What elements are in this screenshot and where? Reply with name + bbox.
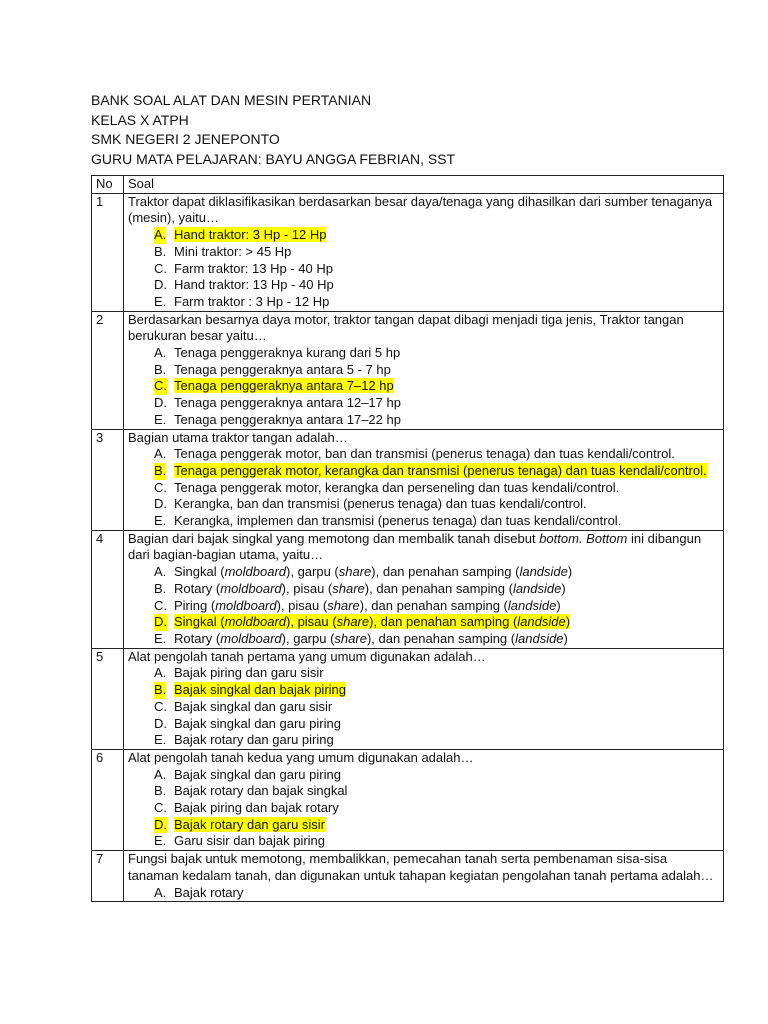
answer-option — [154, 598, 719, 615]
option-text: Farm traktor : 3 Hp - 12 Hp — [174, 293, 330, 309]
correct-answer-text: Singkal (moldboard), pisau (share), dan penahan samping (landside) — [174, 614, 571, 630]
question-cell — [124, 530, 724, 648]
option-letter: B. — [154, 361, 167, 377]
document-header — [91, 91, 455, 169]
question-text: Alat pengolah tanah kedua yang umum digunakan adalah… — [128, 749, 474, 765]
option-text: Kerangka, ban dan transmisi (penerus tenaga) dan tuas kendali/control. — [174, 496, 587, 512]
answer-option — [154, 227, 719, 244]
answer-option — [154, 345, 719, 362]
question-number: 5 — [92, 648, 124, 749]
answer-option — [154, 783, 719, 800]
option-text: Piring (moldboard), pisau (share), dan penahan samping (landside) — [174, 597, 561, 613]
question-number: 6 — [92, 749, 124, 850]
option-letter: B. — [154, 682, 167, 698]
option-letter: D. — [154, 395, 167, 411]
answer-options — [128, 227, 719, 311]
option-text: Tenaga penggeraknya antara 17–22 hp — [174, 411, 401, 427]
option-text: Tenaga penggeraknya antara 12–17 hp — [174, 395, 401, 411]
answer-option — [154, 800, 719, 817]
answer-option — [154, 496, 719, 513]
option-text: Mini traktor: > 45 Hp — [174, 243, 292, 259]
option-letter: E. — [154, 411, 167, 427]
answer-option — [154, 581, 719, 598]
option-text: Tenaga penggeraknya antara 5 - 7 hp — [174, 361, 391, 377]
correct-answer-text: Tenaga penggerak motor, kerangka dan transmisi (penerus tenaga) dan tuas kendali/control. — [174, 462, 707, 478]
option-text: Kerangka, implemen dan transmisi (penerus tenaga) dan tuas kendali/control. — [174, 513, 622, 529]
question-text: Bagian dari bajak singkal yang memotong dan membalik tanah disebut bottom. Bottom ini dibangun dari bagian-bagian utama, yaitu… — [128, 530, 702, 563]
table-row — [92, 648, 724, 749]
option-text: Tenaga penggeraknya kurang dari 5 hp — [174, 345, 401, 361]
option-letter: A. — [154, 446, 167, 462]
question-text: Berdasarkan besarnya daya motor, traktor tangan dapat dibagi menjadi tiga jenis, Traktor tangan berukuran besar yaitu… — [128, 311, 684, 344]
answer-option — [154, 833, 719, 850]
answer-option — [154, 395, 719, 412]
option-text: Bajak singkal dan garu sisir — [174, 698, 333, 714]
option-letter: E. — [154, 630, 167, 646]
option-text: Bajak singkal dan garu piring — [174, 715, 341, 731]
option-letter: A. — [154, 227, 167, 243]
option-letter: D. — [154, 816, 167, 832]
answer-option — [154, 412, 719, 429]
question-number: 1 — [92, 193, 124, 311]
question-cell — [124, 749, 724, 850]
option-letter: A. — [154, 665, 167, 681]
answer-option — [154, 446, 719, 463]
header-school: SMK NEGERI 2 JENEPONTO — [91, 131, 280, 147]
answer-option — [154, 699, 719, 716]
option-letter: C. — [154, 378, 167, 394]
answer-option — [154, 261, 719, 278]
table-row — [92, 749, 724, 850]
question-number: 3 — [92, 429, 124, 530]
answer-option — [154, 294, 719, 311]
question-number: 2 — [92, 311, 124, 429]
answer-option — [154, 817, 719, 834]
option-letter: E. — [154, 513, 167, 529]
option-letter: A. — [154, 884, 167, 900]
option-letter: E. — [154, 732, 167, 748]
answer-option — [154, 513, 719, 530]
option-text: Tenaga penggerak motor, kerangka dan perseneling dan tuas kendali/control. — [174, 479, 620, 495]
table-row — [92, 193, 724, 311]
answer-option — [154, 716, 719, 733]
answer-options — [128, 345, 719, 429]
answer-option — [154, 277, 719, 294]
option-letter: D. — [154, 277, 167, 293]
option-text: Bajak rotary — [174, 884, 244, 900]
option-letter: C. — [154, 698, 167, 714]
option-letter: E. — [154, 293, 167, 309]
table-row — [92, 311, 724, 429]
question-cell — [124, 193, 724, 311]
question-text: Alat pengolah tanah pertama yang umum digunakan adalah… — [128, 648, 486, 664]
option-text: Bajak piring dan garu sisir — [174, 665, 324, 681]
answer-option — [154, 885, 719, 902]
option-letter: B. — [154, 243, 167, 259]
answer-option — [154, 463, 719, 480]
answer-option — [154, 732, 719, 749]
answer-options — [128, 665, 719, 749]
header-teacher: GURU MATA PELAJARAN: BAYU ANGGA FEBRIAN, SST — [91, 150, 456, 167]
option-letter: D. — [154, 496, 167, 512]
answer-option — [154, 682, 719, 699]
question-cell — [124, 648, 724, 749]
option-text: Hand traktor: 13 Hp - 40 Hp — [174, 277, 334, 293]
table-row — [92, 851, 724, 902]
option-text: Garu sisir dan bajak piring — [174, 833, 326, 849]
answer-options — [128, 564, 719, 648]
column-header-no: No — [92, 176, 124, 194]
question-text: Bagian utama traktor tangan adalah… — [128, 429, 348, 445]
correct-answer-text: Hand traktor: 3 Hp - 12 Hp — [174, 227, 327, 243]
answer-option — [154, 767, 719, 784]
option-letter: E. — [154, 833, 167, 849]
option-text: Rotary (moldboard), garpu (share), dan penahan samping (landside) — [174, 630, 568, 646]
question-text: Fungsi bajak untuk memotong, membalikkan, pemecahan tanah serta pembenaman sisa-sisa tanaman kedalam tanah, dan digunakan untuk tahapan kegiatan pengolahan tanah pertama adalah… — [128, 851, 714, 883]
answer-option — [154, 631, 719, 648]
option-letter: B. — [154, 580, 167, 596]
question-cell — [124, 429, 724, 530]
table-row — [92, 530, 724, 648]
answer-option — [154, 244, 719, 261]
question-table-body — [92, 193, 724, 902]
option-letter: A. — [154, 345, 167, 361]
header-class: KELAS X ATPH — [91, 111, 189, 128]
option-letter: A. — [154, 564, 167, 580]
option-letter: D. — [154, 715, 167, 731]
answer-option — [154, 362, 719, 379]
option-letter: C. — [154, 479, 167, 495]
question-number: 7 — [92, 851, 124, 902]
table-header-row — [92, 176, 724, 194]
answer-option — [154, 564, 719, 581]
correct-answer-text: Tenaga penggeraknya antara 7–12 hp — [174, 378, 394, 394]
option-text: Bajak piring dan bajak rotary — [174, 800, 339, 816]
option-text: Rotary (moldboard), pisau (share), dan penahan samping (landside) — [174, 580, 566, 596]
column-header-soal: Soal — [124, 176, 724, 194]
question-table — [91, 175, 724, 902]
header-title: BANK SOAL ALAT DAN MESIN PERTANIAN — [91, 92, 372, 108]
option-letter: D. — [154, 614, 167, 630]
option-text: Bajak rotary dan garu piring — [174, 732, 334, 748]
option-letter: A. — [154, 766, 167, 782]
table-row — [92, 429, 724, 530]
answer-options — [128, 767, 719, 851]
option-letter: C. — [154, 260, 167, 276]
answer-option — [154, 614, 719, 631]
answer-options — [128, 885, 719, 902]
option-letter: B. — [154, 783, 167, 799]
option-letter: C. — [154, 800, 167, 816]
answer-options — [128, 446, 719, 530]
answer-option — [154, 378, 719, 395]
question-text: Traktor dapat diklasifikasikan berdasarkan besar daya/tenaga yang dihasilkan dari sumber tenaganya (mesin), yaitu… — [128, 193, 713, 226]
option-letter: C. — [154, 597, 167, 613]
option-letter: B. — [154, 462, 167, 478]
correct-answer-text: Bajak rotary dan garu sisir — [174, 816, 326, 832]
answer-option — [154, 665, 719, 682]
question-number: 4 — [92, 530, 124, 648]
option-text: Bajak rotary dan bajak singkal — [174, 783, 348, 799]
correct-answer-text: Bajak singkal dan bajak piring — [174, 682, 346, 698]
option-text: Singkal (moldboard), garpu (share), dan penahan samping (landside) — [174, 564, 573, 580]
option-text: Farm traktor: 13 Hp - 40 Hp — [174, 260, 333, 276]
option-text: Bajak singkal dan garu piring — [174, 766, 341, 782]
question-cell — [124, 311, 724, 429]
answer-option — [154, 480, 719, 497]
question-cell — [124, 851, 724, 902]
option-text: Tenaga penggerak motor, ban dan transmisi (penerus tenaga) dan tuas kendali/control. — [174, 446, 675, 462]
